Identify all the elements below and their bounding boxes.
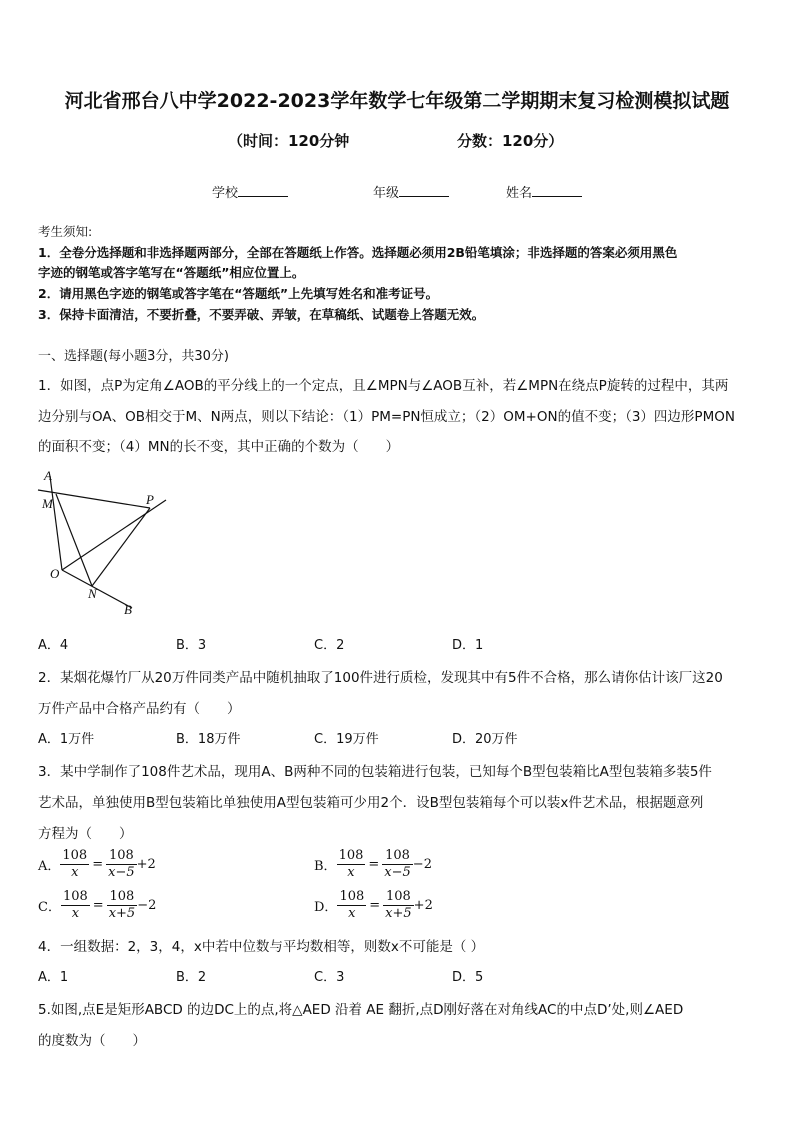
grade-field[interactable] <box>373 182 449 201</box>
q1-figure <box>30 462 180 622</box>
bisector-OP <box>62 500 166 570</box>
notice-line-2: 字迹的钢笔或答字笔写在“答题纸”相应位置上。 <box>38 265 305 280</box>
notice-line-4: 3．保持卡面清洁，不要折叠，不要弄破、弄皱，在草稿纸、试题卷上答题无效。 <box>38 307 485 322</box>
q4-option-d[interactable]: D．5 <box>452 970 484 985</box>
time-label: （时间：120分钟 <box>228 132 350 150</box>
school-field[interactable] <box>212 182 288 201</box>
name-input-line[interactable] <box>532 184 582 197</box>
label-O: O <box>50 566 60 581</box>
q3-option-b-frac1: $\frac{108}{x}$ <box>338 848 364 880</box>
q3-option-a-frac1: $\frac{108}{x}$ <box>62 848 88 880</box>
notice-line-3: 2．请用黑色字迹的钢笔或答字笔在“答题纸”上先填写姓名和准考证号。 <box>38 286 439 301</box>
q2-line-2: 万件产品中合格产品约有（ ） <box>38 701 241 717</box>
q3-option-d-frac1: $\frac{108}{x}$ <box>339 889 365 921</box>
notice-line-1: 1．全卷分选择题和非选择题两部分，全部在答题纸上作答。选择题必须用2B铅笔填涂；非选择题的答案必须用黑色 <box>38 245 678 260</box>
grade-input-line[interactable] <box>399 184 449 197</box>
q1-option-d[interactable]: D．1 <box>452 638 484 653</box>
q3-line-3: 方程为（ ） <box>38 826 133 842</box>
q4-option-c[interactable]: C．3 <box>314 970 345 985</box>
school-label: 学校 <box>212 186 239 201</box>
q5-line-2: 的度数为（ ） <box>38 1033 146 1049</box>
q1-option-b[interactable]: B．3 <box>176 638 207 653</box>
school-input-line[interactable] <box>238 184 288 197</box>
q4-option-a[interactable]: A．1 <box>38 970 69 985</box>
q5-line-1: 5.如图,点E是矩形ABCD 的边DC上的点,将△AED 沿着 AE 翻折,点D刚好落在对角线AC的中点D’处,则∠AED <box>38 1002 684 1018</box>
q2-option-a[interactable]: A．1万件 <box>38 732 95 747</box>
ray-OA <box>50 476 62 570</box>
label-B: B <box>124 602 132 617</box>
line-MN <box>56 494 92 586</box>
q3-option-b-frac2: $\frac{108}{x-5}$ <box>384 848 411 880</box>
q3-line-1: 3．某中学制作了108件艺术品，现用A、B两种不同的包装箱进行包装，已知每个B型包装箱比A型包装箱多装5件 <box>38 764 712 780</box>
q3-option-c-frac1: $\frac{108}{x}$ <box>62 889 88 921</box>
q4-option-b[interactable]: B．2 <box>176 970 207 985</box>
page-title: 河北省邢台八中学2022-2023学年数学七年级第二学期期末复习检测模拟试题 <box>64 90 730 112</box>
grade-label: 年级 <box>373 186 400 201</box>
name-field[interactable] <box>506 182 582 201</box>
label-M: M <box>42 496 53 511</box>
name-label: 姓名 <box>506 186 533 201</box>
q2-option-b[interactable]: B．18万件 <box>176 732 241 747</box>
q3-option-b[interactable]: B． $\frac{108}{x}$ = $\frac{108}{x-5}$ −2 <box>314 848 432 880</box>
q1-line-2: 边分别与OA、OB相交于M、N两点，则以下结论：（1）PM=PN恒成立；（2）OM+ON的值不变；（3）四边形PMON <box>38 409 735 425</box>
label-N: N <box>88 586 97 601</box>
q3-option-d-label: D． <box>314 900 338 915</box>
line-NP <box>92 508 150 586</box>
q1-option-c[interactable]: C．2 <box>314 638 345 653</box>
q3-option-d-frac2: $\frac{108}{x+5}$ <box>385 889 412 921</box>
notice-heading: 考生须知: <box>38 224 93 239</box>
q1-option-a[interactable]: A．4 <box>38 638 69 653</box>
q3-line-2: 艺术品，单独使用B型包装箱比单独使用A型包装箱可少用2个．设B型包装箱每个可以装x件艺术品，根据题意列 <box>38 795 704 811</box>
q2-line-1: 2．某烟花爆竹厂从20万件同类产品中随机抽取了100件进行质检，发现其中有5件不合格，那么请你估计该厂这20 <box>38 670 723 686</box>
q1-line-1: 1．如图，点P为定角∠AOB的平分线上的一个定点，且∠MPN与∠AOB互补，若∠MPN在绕点P旋转的过程中，其两 <box>38 378 729 394</box>
q3-option-b-label: B． <box>314 859 337 874</box>
ray-OB <box>62 570 132 608</box>
q3-option-d[interactable]: D． $\frac{108}{x}$ = $\frac{108}{x+5}$ +2 <box>314 889 433 921</box>
q3-option-a[interactable]: A． $\frac{108}{x}$ = $\frac{108}{x-5}$ +2 <box>38 848 156 880</box>
label-P: P <box>146 492 154 507</box>
q3-option-a-label: A． <box>38 859 61 874</box>
score-label: 分数：120分） <box>457 132 564 150</box>
q2-option-d[interactable]: D．20万件 <box>452 732 518 747</box>
q2-option-c[interactable]: C．19万件 <box>314 732 379 747</box>
q1-line-3: 的面积不变；（4）MN的长不变，其中正确的个数为（ ） <box>38 439 400 455</box>
q3-option-c-label: C． <box>38 900 61 915</box>
label-A: A <box>44 468 52 483</box>
q4-line-1: 4．一组数据：2，3，4，x中若中位数与平均数相等，则数x不可能是（ ） <box>38 939 485 955</box>
q3-option-c[interactable]: C． $\frac{108}{x}$ = $\frac{108}{x+5}$ −2 <box>38 889 157 921</box>
q3-option-c-frac2: $\frac{108}{x+5}$ <box>108 889 136 921</box>
line-MP <box>38 490 150 508</box>
q3-option-a-frac2: $\frac{108}{x-5}$ <box>108 848 135 880</box>
section-heading: 一、选择题(每小题3分，共30分) <box>38 349 229 364</box>
